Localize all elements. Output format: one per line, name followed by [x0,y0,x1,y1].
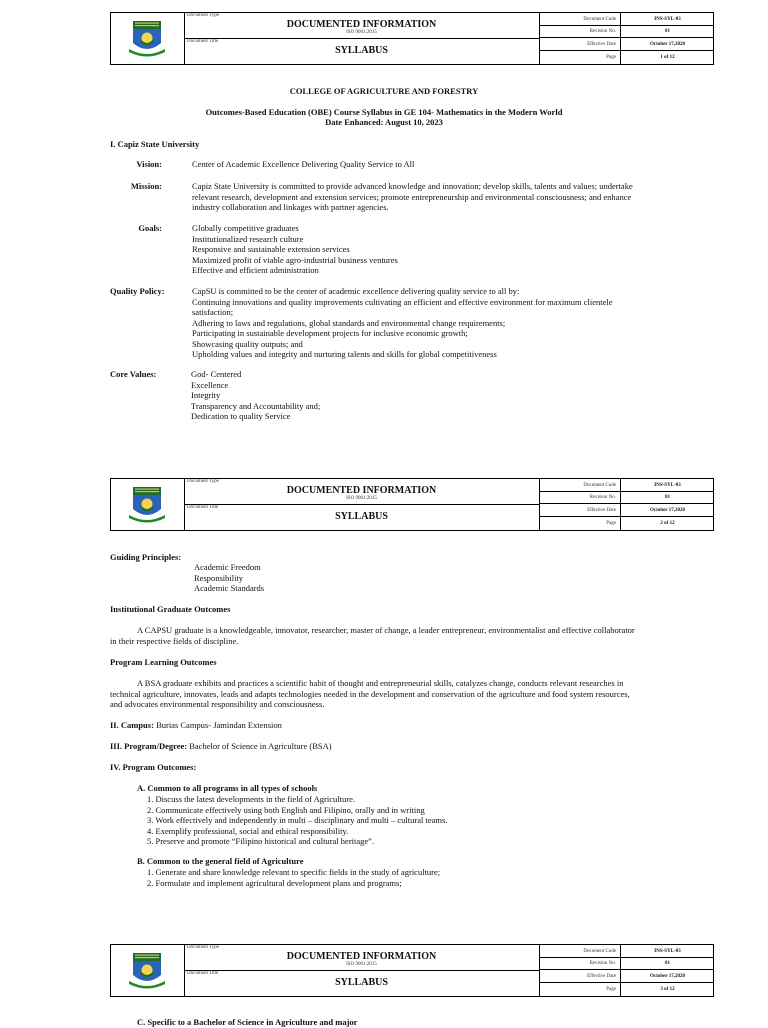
meta-key: Effective Date [539,504,621,516]
doc-meta-table [539,13,714,64]
meta-key: Effective Date [539,970,621,982]
iso-label: ISO 9001:2015 [346,962,377,967]
page-number: 3 of 12 [660,987,675,992]
logo-cell [111,479,185,530]
list-item: 3. Work effectively and independently in multi – disciplinary and multi – cultural teams. [147,815,448,825]
list-item: Effective and efficient administration [192,265,319,275]
guiding-principles-label: Guiding Principles: [110,552,182,562]
campus-line: II. Campus: Burias Campus- Jamindan Extension [110,720,282,730]
program-line: III. Program/Degree: Bachelor of Science in Agriculture (BSA) [110,741,332,751]
meta-key: Page [539,51,621,64]
quality-policy-label: Quality Policy: [110,286,165,296]
meta-key: Document Code [539,945,621,957]
list-item: God- Centered [191,369,242,379]
meta-value: INS-SYL-03 [654,16,681,22]
meta-key: Revision No. [539,492,621,503]
list-item: 2. Formulate and implement agricultural development plans and programs; [147,877,402,888]
logo-cell [111,13,185,64]
meta-key: Page [539,983,621,996]
meta-value: INS-SYL-03 [654,482,681,488]
meta-value: INS-SYL-03 [654,948,681,954]
page-number: 1 of 12 [660,55,675,60]
program-outcomes-title: IV. Program Outcomes: [110,762,197,772]
doc-title-label: Document Title [187,39,219,44]
meta-value: 01 [665,961,670,966]
outcomes-b-title: B. Common to the general field of Agriculture [137,856,304,866]
list-item: 4. Exemplify professional, social and ethical responsibility. [147,825,349,836]
doc-type: DOCUMENTED INFORMATION [286,19,437,30]
meta-key: Revision No. [539,26,621,37]
logo-cell [111,945,185,996]
document-header [110,944,714,997]
meta-key: Page [539,517,621,530]
document-header [110,12,714,65]
doc-type: DOCUMENTED INFORMATION [286,951,437,962]
doc-type-label: Document Type [187,13,219,18]
meta-key: Revision No. [539,958,621,969]
doc-type-label: Document Type [187,479,219,484]
doc-type-label: Document Type [187,945,219,950]
list-item: Transparency and Accountability and; [191,400,321,411]
doc-title-label: Document Title [187,971,219,976]
doc-title: SYLLABUS [335,45,388,56]
meta-key: Effective Date [539,38,621,50]
outcomes-c-title: C. Specific to a Bachelor of Science in Agriculture and major [137,1017,358,1027]
list-item: Globally competitive graduates [192,223,299,233]
document-header [110,478,714,531]
list-item: Maximized profit of viable agro-industrial business ventures [192,254,398,265]
doc-title: SYLLABUS [335,511,388,522]
meta-value: October 17,2020 [650,973,685,979]
course-title: Outcomes-Based Education (OBE) Course Syllabus in GE 104- Mathematics in the Modern World [205,107,563,117]
quality-policy-text: CapSU is committed to be the center of academic excellence delivering quality service to all by: Continuing innovations and quality improvements cultivating an efficient and effective environment for maximum clientele satisfaction; Adhering to laws and regulations, global standards and environmental change requirements; Participating in sustainable development projects for inclusive economic growth; Showcasing quality outputs; and Upholding values and integrity and nurturing talents and skills for global competitiveness [192,286,613,359]
page-number: 2 of 12 [660,521,675,526]
doc-title-label: Document Title [187,505,219,510]
university-seal-icon [121,19,173,59]
core-values-list [191,369,320,422]
meta-value: 01 [665,29,670,34]
list-item: Institutionalized research culture [192,233,304,244]
section-university: I. Capiz State University [110,139,200,149]
iso-label: ISO 9001:2015 [346,30,377,35]
meta-key: Document Code [539,13,621,25]
mission-label: Mission: [130,181,162,191]
iso-label: ISO 9001:2015 [346,496,377,501]
list-item: Integrity [191,390,221,400]
meta-value: October 17,2020 [650,507,685,513]
list-item: 1. Discuss the latest developments in the field of Agriculture. [147,794,355,804]
goals-list [192,223,398,276]
list-item: Responsive and sustainable extension services [192,244,350,254]
outcomes-b-list [147,867,440,888]
plo-text: A BSA graduate exhibits and practices a scientific habit of thought and entrepreneurial skills, catalyzes change, conducts relevant researches in technical agriculture, innovates, leads and adapts technologies needed in the development and conservation of the agriculture and food system resources, and advocates environmental responsibility and consciousness. [110,678,630,709]
doc-title: SYLLABUS [335,977,388,988]
igo-text: A CAPSU graduate is a knowledgeable, innovator, researcher, master of change, a leader entrepreneur, environmentalist and effective collaborator in their respective fields of discipline. [110,625,635,646]
list-item: 2. Communicate effectively using both English and Filipino, orally and in writing [147,804,425,815]
doc-meta-table [539,945,714,996]
outcomes-a-list [147,794,447,847]
date-enhanced: Date Enhanced: August 10, 2023 [325,117,443,127]
igo-title: Institutional Graduate Outcomes [110,604,231,614]
college-name: COLLEGE OF AGRICULTURE AND FORESTRY [289,86,479,96]
guiding-principles-list [194,562,264,594]
doc-meta-table [539,479,714,530]
mission-text: Capiz State University is committed to provide advanced knowledge and innovation; develop skills, talents and values; undertake relevant research, development and extension services; promote entrepreneurship and environmental consciousness; and enhance industry collaboration and linkages with partner agencies. [192,181,633,212]
list-item: 5. Preserve and promote “Filipino historical and cultural heritage”. [147,836,375,846]
plo-title: Program Learning Outcomes [110,657,217,667]
list-item: Academic Standards [194,583,265,593]
list-item: 1. Generate and share knowledge relevant to specific fields in the study of agriculture; [147,867,441,877]
university-seal-icon [121,951,173,991]
meta-value: 01 [665,495,670,500]
meta-value: October 17,2020 [650,41,685,47]
list-item: Excellence [191,379,229,390]
outcomes-a-title: A. Common to all programs in all types of schools [137,783,318,793]
university-seal-icon [121,485,173,525]
doc-type: DOCUMENTED INFORMATION [286,485,437,496]
vision-text: Center of Academic Excellence Delivering Quality Service to All [192,159,415,169]
core-values-label: Core Values: [110,369,157,379]
goals-label: Goals: [138,223,162,233]
list-item: Dedication to quality Service [191,411,291,421]
vision-label: Vision: [136,159,162,169]
list-item: Academic Freedom [194,562,261,572]
list-item: Responsibility [194,572,244,583]
meta-key: Document Code [539,479,621,491]
